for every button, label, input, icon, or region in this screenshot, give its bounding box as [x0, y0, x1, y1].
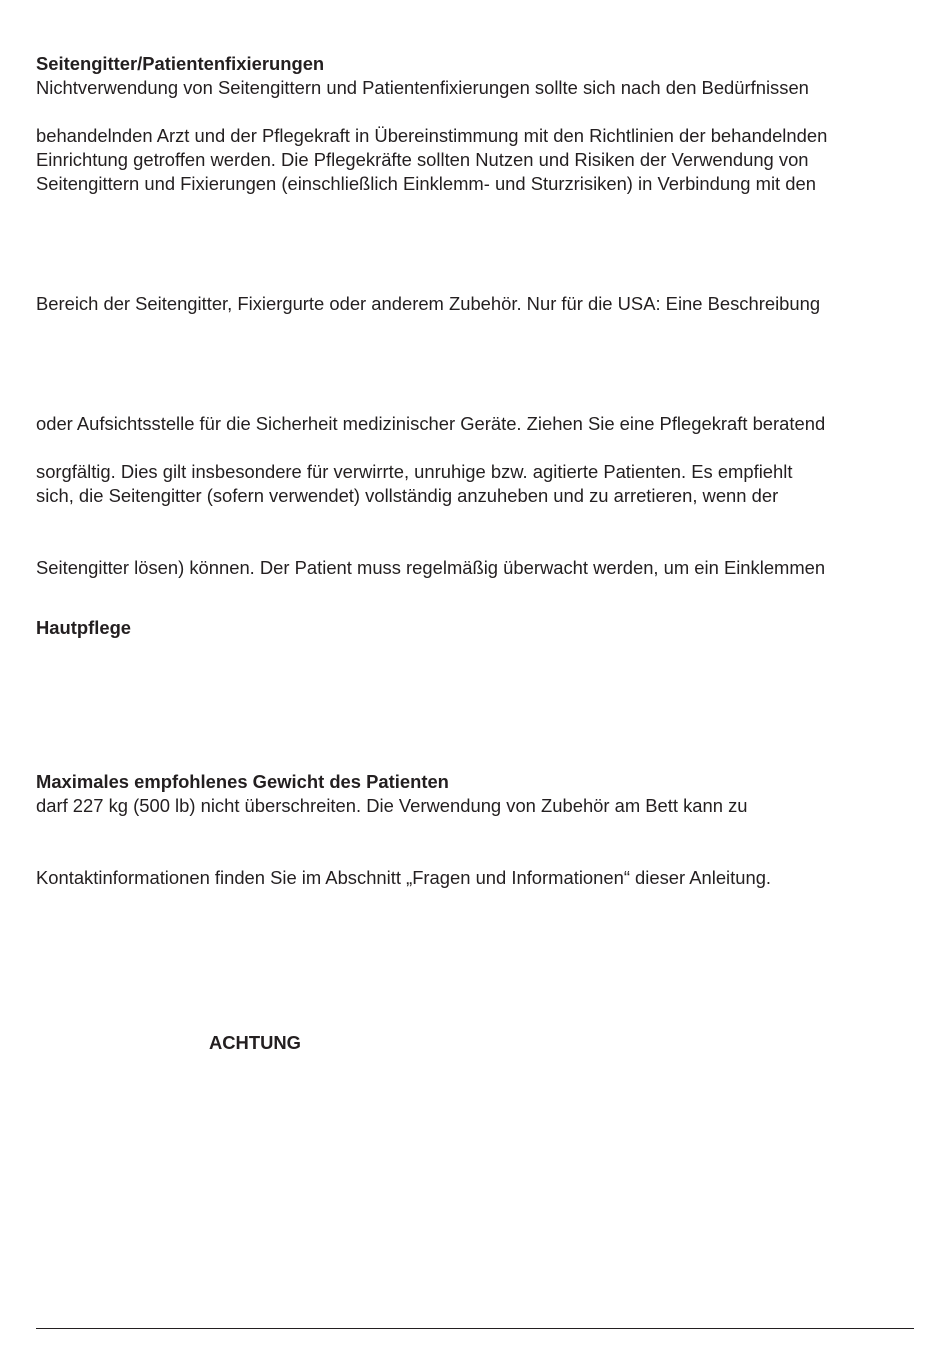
- section-heading-side-rails: Seitengitter/Patientenfixierungen: [36, 53, 325, 74]
- footer-divider: [36, 1328, 914, 1329]
- body-text-line: behandelnden Arzt und der Pflegekraft in Übereinstimmung mit den Richtlinien der behandelnden: [36, 125, 828, 146]
- body-text-line: oder Aufsichtsstelle für die Sicherheit medizinischer Geräte. Ziehen Sie eine Pflegekraft beratend: [36, 413, 826, 434]
- body-text-line: Bereich der Seitengitter, Fixiergurte oder anderem Zubehör. Nur für die USA: Eine Beschreibung: [36, 293, 821, 314]
- body-text-line: sorgfältig. Dies gilt insbesondere für verwirrte, unruhige bzw. agitierte Patienten. Es empfiehlt: [36, 461, 793, 482]
- body-text-line: Seitengittern und Fixierungen (einschließlich Einklemm- und Sturzrisiken) in Verbindung mit den: [36, 173, 816, 194]
- body-text-line: sich, die Seitengitter (sofern verwendet) vollständig anzuheben und zu arretieren, wenn der: [36, 485, 779, 506]
- body-text-line: Nichtverwendung von Seitengittern und Patientenfixierungen sollte sich nach den Bedürfnissen: [36, 77, 809, 98]
- section-heading-max-weight: Maximales empfohlenes Gewicht des Patienten: [36, 771, 449, 792]
- body-text-line: Seitengitter lösen) können. Der Patient muss regelmäßig überwacht werden, um ein Einklemmen: [36, 557, 826, 578]
- body-text-line: Einrichtung getroffen werden. Die Pflegekräfte sollten Nutzen und Risiken der Verwendung von: [36, 149, 809, 170]
- caution-label: ACHTUNG: [209, 1032, 301, 1053]
- section-heading-skin-care: Hautpflege: [36, 617, 132, 638]
- body-text-line: darf 227 kg (500 lb) nicht überschreiten. Die Verwendung von Zubehör am Bett kann zu: [36, 795, 748, 816]
- body-text-line: Kontaktinformationen finden Sie im Abschnitt „Fragen und Informationen“ dieser Anleitung.: [36, 867, 772, 888]
